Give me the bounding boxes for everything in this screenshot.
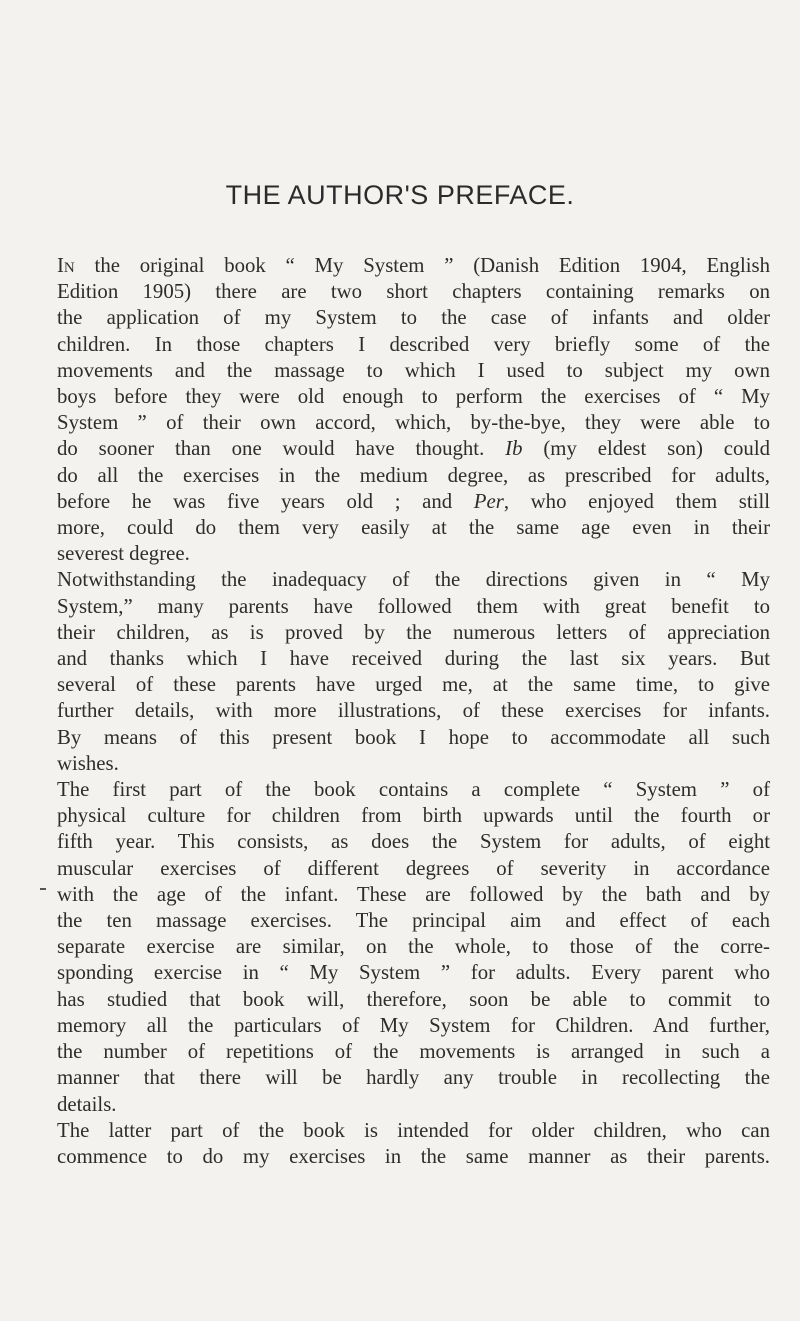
paragraph-1: [57, 253, 770, 567]
text-line: physical culture for children from birth upwards until the fourth or: [57, 804, 770, 828]
margin-mark: [40, 888, 46, 890]
text-line: sponding exercise in “ My System ” for adults. Every parent who: [57, 961, 770, 985]
text-line: severest degree.: [57, 542, 190, 566]
text-line: more, could do them very easily at the same age even in their: [57, 516, 770, 540]
text-line: commence to do my exercises in the same manner as their parents.: [57, 1144, 770, 1168]
text-line: Edition 1905) there are two short chapters containing remarks on: [57, 280, 770, 304]
paragraph-3: [57, 777, 770, 1118]
text-line: several of these parents have urged me, at the same time, to give: [57, 673, 770, 697]
text-line: the number of repetitions of the movements is arranged in such a: [57, 1040, 770, 1064]
text-line: Notwithstanding the inadequacy of the directions given in “ My: [57, 568, 770, 592]
text-line: The first part of the book contains a complete “ System ” of: [57, 778, 770, 802]
paragraph-4: [57, 1118, 770, 1170]
name-ib: Ib: [505, 437, 523, 461]
text-line: fifth year. This consists, as does the System for adults, of eight: [57, 830, 770, 854]
text-line: do all the exercises in the medium degree, as prescribed for adults,: [57, 463, 770, 487]
text-line: their children, as is proved by the numerous letters of appreciation: [57, 620, 770, 644]
text-line: separate exercise are similar, on the whole, to those of the corre-: [57, 935, 770, 959]
text-line: children. In those chapters I described very briefly some of the: [57, 332, 770, 356]
text-line: further details, with more illustrations, of these exercises for infants.: [57, 699, 770, 723]
text-line: System,” many parents have followed them with great benefit to: [57, 594, 770, 618]
text-line: with the age of the infant. These are followed by the bath and by: [57, 882, 770, 906]
text-line: System ” of their own accord, which, by-the-bye, they were able to: [57, 411, 770, 435]
text-line: details.: [57, 1092, 117, 1116]
text-line: memory all the particulars of My System for Children. And further,: [57, 1013, 770, 1037]
text-line: has studied that book will, therefore, soon be able to commit to: [57, 987, 770, 1011]
text-line: boys before they were old enough to perform the exercises of “ My: [57, 385, 770, 409]
text-line: and thanks which I have received during the last six years. But: [57, 647, 770, 671]
text-line: manner that there will be hardly any trouble in recollecting the: [57, 1066, 770, 1090]
text-line: wishes.: [57, 751, 119, 775]
text-line: the application of my System to the case of infants and older: [57, 306, 770, 330]
text-line: The latter part of the book is intended for older children, who can: [57, 1118, 770, 1142]
text-line: do sooner than one would have thought. Ib (my eldest son) could: [57, 437, 771, 461]
text-line: movements and the massage to which I used to subject my own: [57, 358, 770, 382]
text-line: before he was five years old ; and Per, who enjoyed them still: [57, 489, 770, 513]
text-line: the ten massage exercises. The principal aim and effect of each: [57, 909, 770, 933]
drop-word: In: [57, 254, 75, 277]
text-line: muscular exercises of different degrees of severity in accordance: [57, 856, 770, 880]
paragraph-2: [57, 567, 770, 777]
name-per: Per: [473, 489, 504, 513]
preface-body: [57, 253, 770, 1170]
text-line: By means of this present book I hope to accommodate all such: [57, 725, 770, 749]
page-title: THE AUTHOR'S PREFACE.: [225, 180, 575, 210]
text-line: In the original book “ My System ” (Danish Edition 1904, English: [57, 254, 770, 277]
